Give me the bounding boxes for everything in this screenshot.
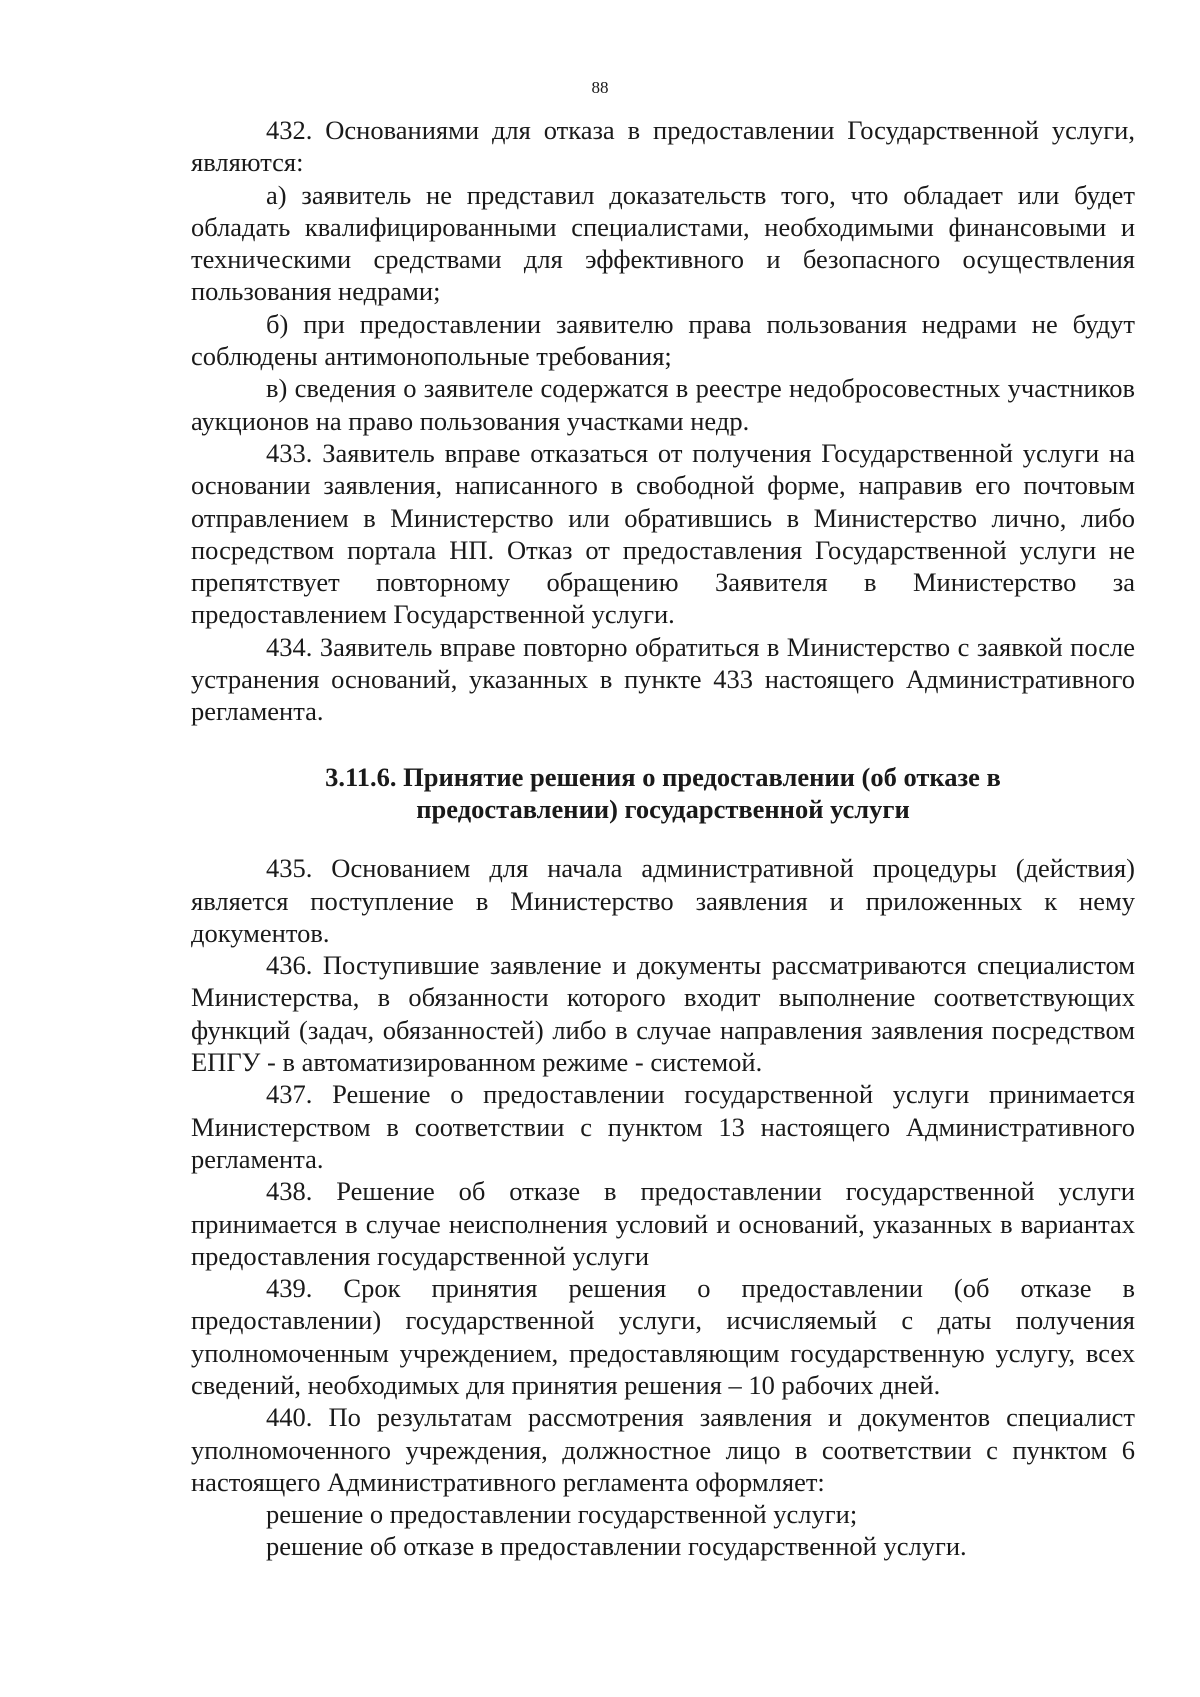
paragraph-439: 439. Срок принятия решения о предоставлении (об отказе в предоставлении) государственной услуги, исчисляемый с даты получения уполномоченным учреждением, предоставляющим государственную услугу, всех сведений, необходимых для принятия решения – 10 рабочих дней. [191, 1273, 1135, 1400]
paragraph-433: 433. Заявитель вправе отказаться от получения Государственной услуги на основании заявления, написанного в свободной форме, направив его почтовым отправлением в Министерство или обратившись в Министерство лично, либо посредством портала НП. Отказ от предоставления Государственной услуги не препятствует повторному обращению Заявителя в Министерство за предоставлением Государственной услуги. [191, 437, 1135, 630]
list-item: решение об отказе в предоставлении государственной услуги. [266, 1531, 967, 1562]
section-heading [191, 761, 1135, 826]
page-number: 88 [591, 78, 609, 97]
paragraph-434: 434. Заявитель вправе повторно обратиться в Министерство с заявкой после устранения оснований, указанных в пункте 433 настоящего Административного регламента. [191, 631, 1135, 727]
list-item: решение о предоставлении государственной услуги; [266, 1499, 858, 1530]
paragraph-432: 432. Основаниями для отказа в предоставлении Государственной услуги, являются: [191, 115, 1135, 178]
paragraph-432-v: в) сведения о заявителе содержатся в реестре недобросовестных участников аукционов на право пользования участками недр. [191, 373, 1135, 436]
document-body [191, 114, 1135, 1563]
paragraph-435: 435. Основанием для начала административной процедуры (действия) является поступление в Министерство заявления и приложенных к нему документов. [191, 853, 1135, 948]
section-heading-line2: предоставлении) государственной услуги [416, 793, 910, 824]
section-heading-line1: 3.11.6. Принятие решения о предоставлении (об отказе в [325, 761, 1001, 792]
paragraph-440: 440. По результатам рассмотрения заявления и документов специалист уполномоченного учреждения, должностное лицо в соответствии с пунктом 6 настоящего Административного регламента оформляет: [191, 1402, 1135, 1497]
paragraph-436: 436. Поступившие заявление и документы рассматриваются специалистом Министерства, в обязанности которого входит выполнение соответствующих функций (задач, обязанностей) либо в случае направления заявления посредством ЕПГУ - в автоматизированном режиме - системой. [191, 950, 1135, 1078]
paragraph-438: 438. Решение об отказе в предоставлении государственной услуги принимается в случае неисполнения условий и оснований, указанных в вариантах предоставления государственной услуги [191, 1176, 1135, 1271]
paragraph-437: 437. Решение о предоставлении государственной услуги принимается Министерством в соответствии с пунктом 13 настоящего Административного регламента. [191, 1079, 1135, 1174]
paragraph-432-b: б) при предоставлении заявителю права пользования недрами не будут соблюдены антимонопольные требования; [191, 308, 1135, 372]
paragraph-432-a: а) заявитель не представил доказательств того, что обладает или будет обладать квалифицированными специалистами, необходимыми финансовыми и техническими средствами для эффективного и безопасного осуществления пользования недрами; [191, 179, 1135, 307]
